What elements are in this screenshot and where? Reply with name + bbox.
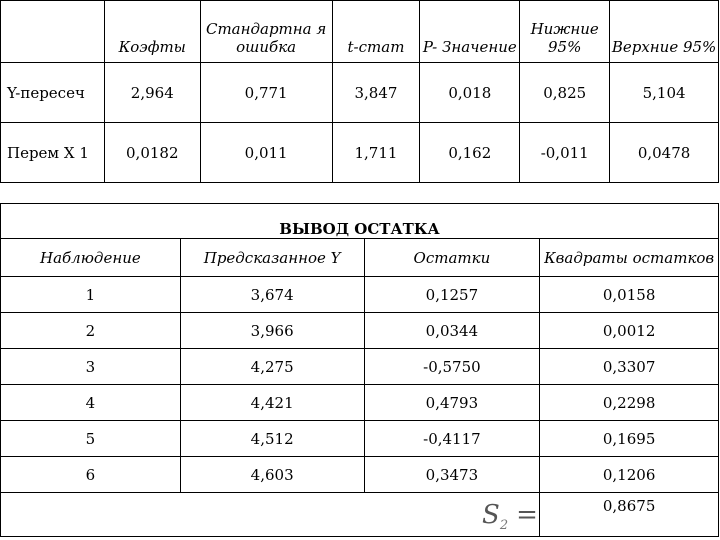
row-label-var-x1: Перем X 1	[1, 123, 105, 183]
cell: 0,825	[520, 63, 610, 123]
col-header-std-error: Стандартна я ошибка	[200, 1, 332, 63]
formula-subscript: 2	[499, 518, 509, 534]
col-header-coef: Коэфты	[104, 1, 200, 63]
col-header-lower-95: Нижние 95%	[520, 1, 610, 63]
cell: 1	[1, 277, 181, 313]
cell: 0,011	[200, 123, 332, 183]
cell: 0,0182	[104, 123, 200, 183]
cell: 2,964	[104, 63, 200, 123]
cell: 4,512	[180, 421, 364, 457]
cell: 0,018	[420, 63, 520, 123]
cell: 3,966	[180, 313, 364, 349]
cell: 3,847	[332, 63, 420, 123]
cell: 0,771	[200, 63, 332, 123]
cell: 2	[1, 313, 181, 349]
cell: 0,0478	[610, 123, 719, 183]
cell: 5,104	[610, 63, 719, 123]
formula-symbol: S	[482, 500, 500, 530]
table-row	[1, 349, 719, 385]
table-row	[1, 457, 719, 493]
cell: 4,275	[180, 349, 364, 385]
table-row	[1, 313, 719, 349]
cell: -0,011	[520, 123, 610, 183]
cell: 0,3307	[540, 349, 719, 385]
sum-row-spacer	[1, 493, 540, 537]
cell: 0,162	[420, 123, 520, 183]
cell: -0,4117	[364, 421, 540, 457]
cell: 3	[1, 349, 181, 385]
cell: 0,2298	[540, 385, 719, 421]
cell: 3,674	[180, 277, 364, 313]
cell: 4,603	[180, 457, 364, 493]
cell: 0,0344	[364, 313, 540, 349]
table-row	[1, 123, 719, 183]
col-header-t-stat: t-стат	[332, 1, 420, 63]
cell: 0,0158	[540, 277, 719, 313]
cell: 0,1695	[540, 421, 719, 457]
col-header-observation: Наблюдение	[1, 239, 181, 277]
residual-output-table	[0, 203, 719, 537]
cell: -0,5750	[364, 349, 540, 385]
col-header-squared-residuals: Квадраты остатков	[540, 239, 719, 277]
table-row	[1, 421, 719, 457]
cell: 1,711	[332, 123, 420, 183]
cell: 4	[1, 385, 181, 421]
formula-equals: =	[516, 500, 538, 530]
cell: 0,4793	[364, 385, 540, 421]
cell: 0,1257	[364, 277, 540, 313]
cell: 0,3473	[364, 457, 540, 493]
cell: 5	[1, 421, 181, 457]
col-header-upper-95: Верхние 95%	[610, 1, 719, 63]
table-row	[1, 63, 719, 123]
table-row	[1, 385, 719, 421]
cell: 0,0012	[540, 313, 719, 349]
cell: 4,421	[180, 385, 364, 421]
corner-cell	[1, 1, 105, 63]
table-row	[1, 277, 719, 313]
row-label-intercept: Y-пересеч	[1, 63, 105, 123]
sum-squared-residuals: 0,8675	[540, 493, 719, 537]
col-header-predicted-y: Предсказанное Y	[180, 239, 364, 277]
residual-output-title: ВЫВОД ОСТАТКА	[1, 204, 719, 239]
cell: 0,1206	[540, 457, 719, 493]
col-header-residuals: Остатки	[364, 239, 540, 277]
cell: 6	[1, 457, 181, 493]
col-header-p-value: P- Значение	[420, 1, 520, 63]
sum-formula	[482, 500, 538, 533]
coefficients-table	[0, 0, 719, 183]
sum-row	[1, 493, 719, 537]
